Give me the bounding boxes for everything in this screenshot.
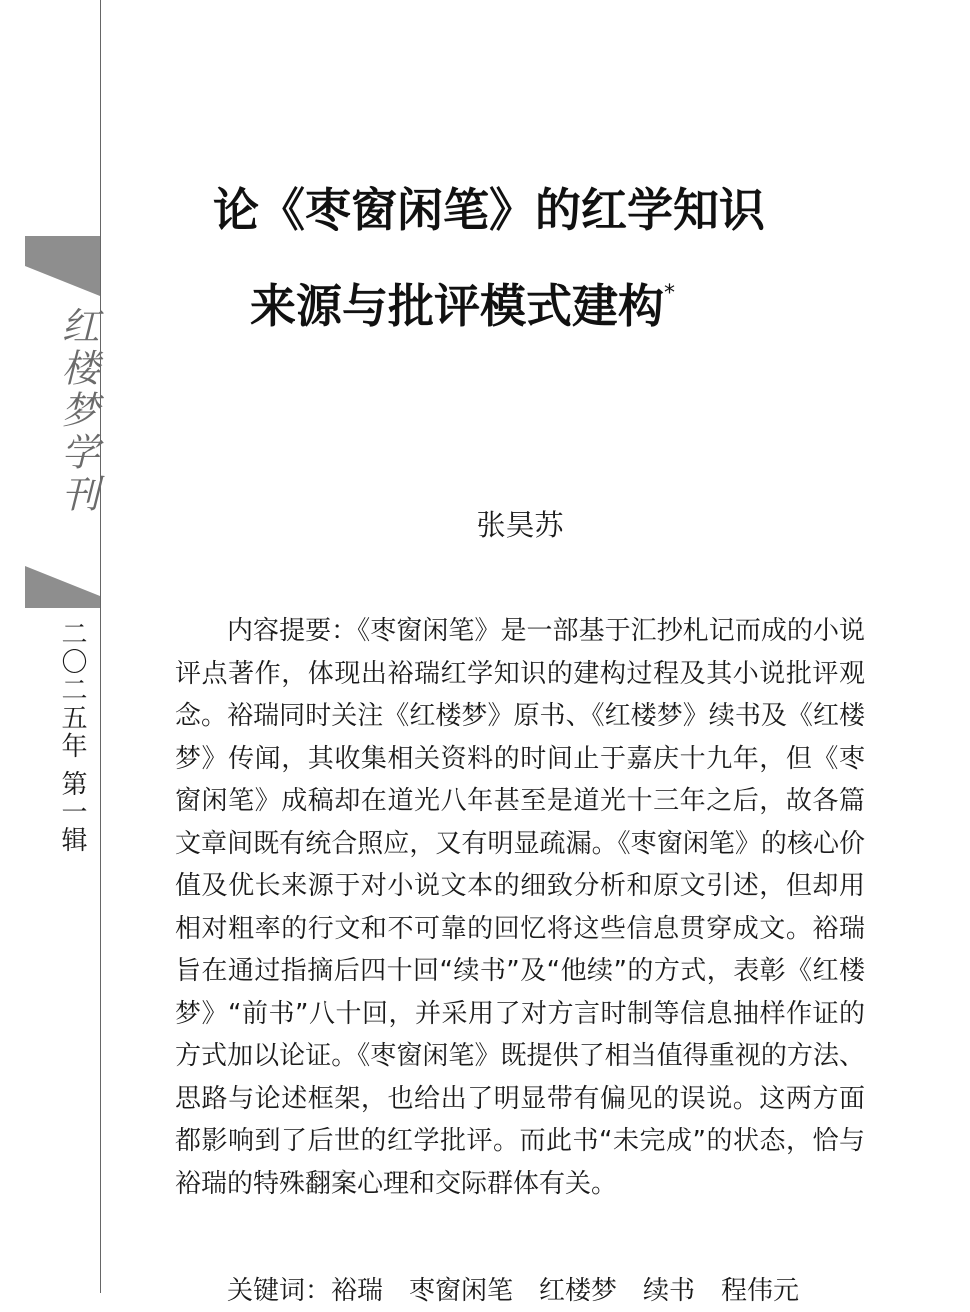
margin-rule (100, 0, 101, 1293)
author-name: 张昊苏 (476, 508, 564, 542)
journal-name: 红楼梦学刊 (55, 306, 99, 516)
title-line-2-text: 来源与批评模式建构 (250, 279, 664, 333)
title-line-2 (175, 252, 865, 348)
article-title (175, 168, 865, 348)
title-footnote-mark: * (664, 281, 675, 306)
title-line-1: 论《枣窗闲笔》的红学知识 (213, 183, 765, 237)
issue-label: 二〇二五年 第一辑 (57, 620, 87, 855)
journal-band (25, 236, 100, 608)
abstract-text: 内容提要：《枣窗闲笔》是一部基于汇抄札记而成的小说评点著作，体现出裕瑞红学知识的建构过程及其小说批评观念。裕瑞同时关注《红楼梦》原书、《红楼梦》续书及《红楼梦》传闻，其收集相关资料的时间止于嘉庆十九年，但《枣窗闲笔》成稿却在道光八年甚至是道光十三年之后，故各篇文章间既有统合照应，又有明显疏漏。《枣窗闲笔》的核心价值及优长来源于对小说文本的细致分析和原文引述，但却用相对粗率的行文和不可靠的回忆将这些信息贯穿成文。裕瑞旨在通过指摘后四十回“续书”及“他续”的方式，表彰《红楼梦》“前书”八十回，并采用了对方言时制等信息抽样作证的方式加以论证。《枣窗闲笔》既提供了相当值得重视的方法、思路与论述框架，也给出了明显带有偏见的误说。这两方面都影响到了后世的红学批评。而此书“未完成”的状态，恰与裕瑞的特殊翻案心理和交际群体有关。 (175, 616, 865, 1199)
keywords: 关键词：裕瑞 枣窗闲笔 红楼梦 续书 程伟元 (227, 1276, 800, 1306)
abstract (175, 610, 865, 1205)
